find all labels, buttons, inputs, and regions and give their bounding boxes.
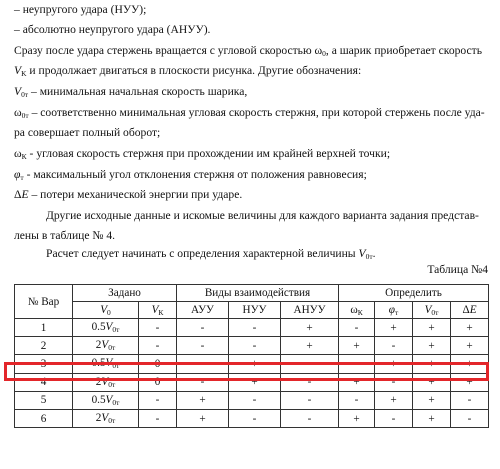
paragraph-line: Расчет следует начинать с определения характерной величины $V_{0т}$.	[46, 247, 376, 261]
col-header-delta-e: ΔE	[451, 302, 489, 319]
list-item-nuu: – неупругого удара (НУУ);	[14, 2, 490, 17]
col-header-phi: $\varphi_т$	[375, 302, 413, 319]
paragraph-line: $V_{0т}$ – минимальная начальная скорость шарика,	[14, 85, 248, 99]
table-row: 6 $2V_{0т}$ - + - - + - + -	[15, 409, 489, 427]
table-row: 5 $0.5V_{0т}$ - + - - - + + -	[15, 391, 489, 409]
col-header-v0: $V_0$	[73, 302, 139, 319]
col-header-omega-k: $\omega_К$	[339, 302, 375, 319]
paragraph-line: Сразу после удара стержень вращается с угловой скоростью $\omega_0$, а шарик приобретает скорость	[14, 44, 483, 58]
col-header-ayy: АУУ	[177, 302, 229, 319]
paragraph-line: $V_K$ и продолжает двигаться в плоскости рисунка. Другие обозначения:	[14, 64, 362, 78]
table-row: 1 $0.5V_{0т}$ - - - + - + + +	[15, 319, 489, 337]
table-row-highlighted: 3 $0.5V_{0т}$ 0 - + - - + + +	[15, 355, 489, 373]
col-header-given: Задано	[73, 285, 177, 302]
paragraph-line: ра совершает полный оборот;	[14, 126, 161, 139]
col-header-v0m: $V_{0т}$	[413, 302, 451, 319]
paragraph-line: Другие исходные данные и искомые величины для каждого варианта задания представ-	[46, 209, 479, 222]
variants-table	[14, 284, 489, 428]
col-header-nyy: НУУ	[229, 302, 281, 319]
paragraph-line: ΔE – потери механической энергии при ударе.	[14, 188, 243, 201]
paragraph-line: $\omega_{0т}$ – соответственно минимальная угловая скорость стержня, при которой стержень после уда-	[14, 106, 485, 120]
table-subheader-row	[15, 302, 489, 319]
paragraph-line: $\varphi_т$ - максимальный угол отклонения стержня от положения равновесия;	[14, 168, 367, 182]
paragraph-line: лены в таблице № 4.	[14, 229, 116, 242]
paragraph-line: $\omega_К$ - угловая скорость стержня при прохождении им крайней верхней точки;	[14, 147, 391, 161]
col-header-anyy: АНУУ	[281, 302, 339, 319]
list-item-anuu: – абсолютно неупругого удара (АНУУ).	[14, 22, 490, 37]
table-header-row	[15, 285, 489, 302]
col-header-variant: № Вар	[15, 285, 73, 319]
table-caption: Таблица №4	[427, 263, 488, 276]
col-header-interaction-types: Виды взаимодействия	[177, 285, 339, 302]
col-header-to-find: Определить	[339, 285, 489, 302]
table-row: 2 $2V_{0т}$ - - - + + - + +	[15, 337, 489, 355]
table-row: 4 $2V_{0т}$ 0 - + - + - + +	[15, 373, 489, 391]
col-header-vk: $V_К$	[139, 302, 177, 319]
